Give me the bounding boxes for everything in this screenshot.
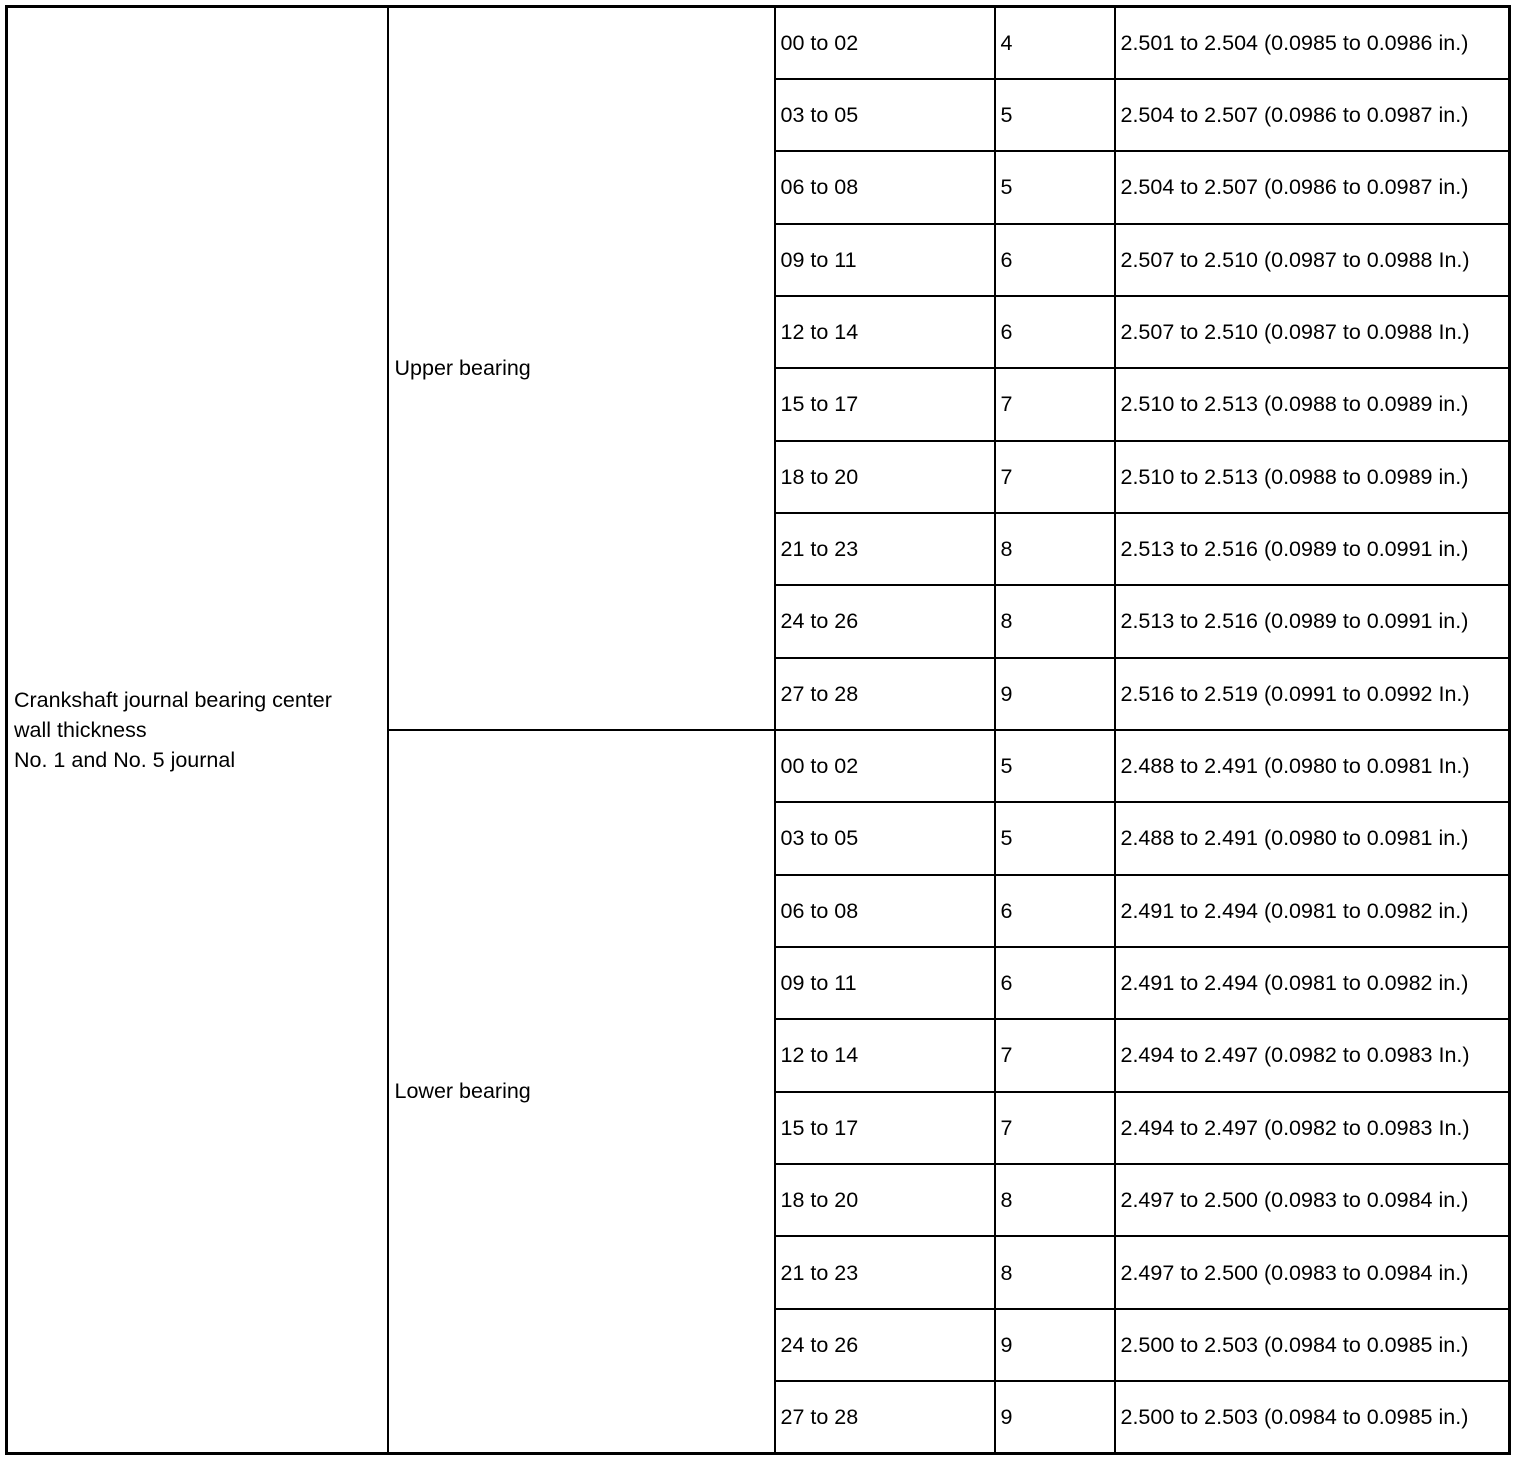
grade-cell: 9: [995, 1309, 1115, 1381]
grade-cell: 5: [995, 730, 1115, 802]
grade-cell: 7: [995, 1092, 1115, 1164]
range-cell: 24 to 26: [775, 585, 995, 657]
thickness-cell: 2.510 to 2.513 (0.0988 to 0.0989 in.): [1115, 441, 1510, 513]
grade-cell: 6: [995, 296, 1115, 368]
thickness-cell: 2.507 to 2.510 (0.0987 to 0.0988 In.): [1115, 224, 1510, 296]
thickness-cell: 2.513 to 2.516 (0.0989 to 0.0991 in.): [1115, 585, 1510, 657]
range-cell: 27 to 28: [775, 658, 995, 730]
range-cell: 18 to 20: [775, 1164, 995, 1236]
grade-cell: 6: [995, 875, 1115, 947]
range-cell: 24 to 26: [775, 1309, 995, 1381]
bearing-group-label: Upper bearing: [388, 7, 775, 730]
grade-cell: 5: [995, 79, 1115, 151]
thickness-cell: 2.497 to 2.500 (0.0983 to 0.0984 in.): [1115, 1236, 1510, 1308]
range-cell: 00 to 02: [775, 7, 995, 79]
thickness-cell: 2.513 to 2.516 (0.0989 to 0.0991 in.): [1115, 513, 1510, 585]
thickness-cell: 2.491 to 2.494 (0.0981 to 0.0982 in.): [1115, 875, 1510, 947]
grade-cell: 6: [995, 224, 1115, 296]
grade-cell: 8: [995, 1164, 1115, 1236]
grade-cell: 8: [995, 513, 1115, 585]
thickness-cell: 2.500 to 2.503 (0.0984 to 0.0985 in.): [1115, 1381, 1510, 1453]
thickness-cell: 2.501 to 2.504 (0.0985 to 0.0986 in.): [1115, 7, 1510, 79]
grade-cell: 8: [995, 1236, 1115, 1308]
grade-cell: 9: [995, 1381, 1115, 1453]
range-cell: 15 to 17: [775, 1092, 995, 1164]
grade-cell: 5: [995, 151, 1115, 223]
range-cell: 21 to 23: [775, 513, 995, 585]
thickness-cell: 2.500 to 2.503 (0.0984 to 0.0985 in.): [1115, 1309, 1510, 1381]
range-cell: 00 to 02: [775, 730, 995, 802]
bearing-thickness-table: [5, 5, 1511, 1455]
grade-cell: 7: [995, 368, 1115, 440]
bearing-group-label: Lower bearing: [388, 730, 775, 1454]
grade-cell: 4: [995, 7, 1115, 79]
thickness-cell: 2.494 to 2.497 (0.0982 to 0.0983 In.): [1115, 1019, 1510, 1091]
grade-cell: 5: [995, 802, 1115, 874]
range-cell: 03 to 05: [775, 79, 995, 151]
grade-cell: 6: [995, 947, 1115, 1019]
thickness-cell: 2.510 to 2.513 (0.0988 to 0.0989 in.): [1115, 368, 1510, 440]
range-cell: 12 to 14: [775, 1019, 995, 1091]
thickness-cell: 2.504 to 2.507 (0.0986 to 0.0987 in.): [1115, 151, 1510, 223]
range-cell: 12 to 14: [775, 296, 995, 368]
grade-cell: 9: [995, 658, 1115, 730]
range-cell: 27 to 28: [775, 1381, 995, 1453]
thickness-cell: 2.488 to 2.491 (0.0980 to 0.0981 in.): [1115, 802, 1510, 874]
range-cell: 15 to 17: [775, 368, 995, 440]
range-cell: 18 to 20: [775, 441, 995, 513]
range-cell: 09 to 11: [775, 224, 995, 296]
range-cell: 21 to 23: [775, 1236, 995, 1308]
range-cell: 06 to 08: [775, 151, 995, 223]
thickness-cell: 2.516 to 2.519 (0.0991 to 0.0992 In.): [1115, 658, 1510, 730]
grade-cell: 7: [995, 1019, 1115, 1091]
thickness-cell: 2.491 to 2.494 (0.0981 to 0.0982 in.): [1115, 947, 1510, 1019]
thickness-cell: 2.507 to 2.510 (0.0987 to 0.0988 In.): [1115, 296, 1510, 368]
range-cell: 09 to 11: [775, 947, 995, 1019]
thickness-cell: 2.494 to 2.497 (0.0982 to 0.0983 In.): [1115, 1092, 1510, 1164]
thickness-cell: 2.497 to 2.500 (0.0983 to 0.0984 in.): [1115, 1164, 1510, 1236]
thickness-cell: 2.488 to 2.491 (0.0980 to 0.0981 In.): [1115, 730, 1510, 802]
table-row: [7, 7, 1510, 79]
table-body: [7, 7, 1510, 1454]
range-cell: 03 to 05: [775, 802, 995, 874]
grade-cell: 8: [995, 585, 1115, 657]
thickness-cell: 2.504 to 2.507 (0.0986 to 0.0987 in.): [1115, 79, 1510, 151]
grade-cell: 7: [995, 441, 1115, 513]
range-cell: 06 to 08: [775, 875, 995, 947]
spec-name-cell: Crankshaft journal bearing center wall thickness No. 1 and No. 5 journal: [7, 7, 388, 1454]
